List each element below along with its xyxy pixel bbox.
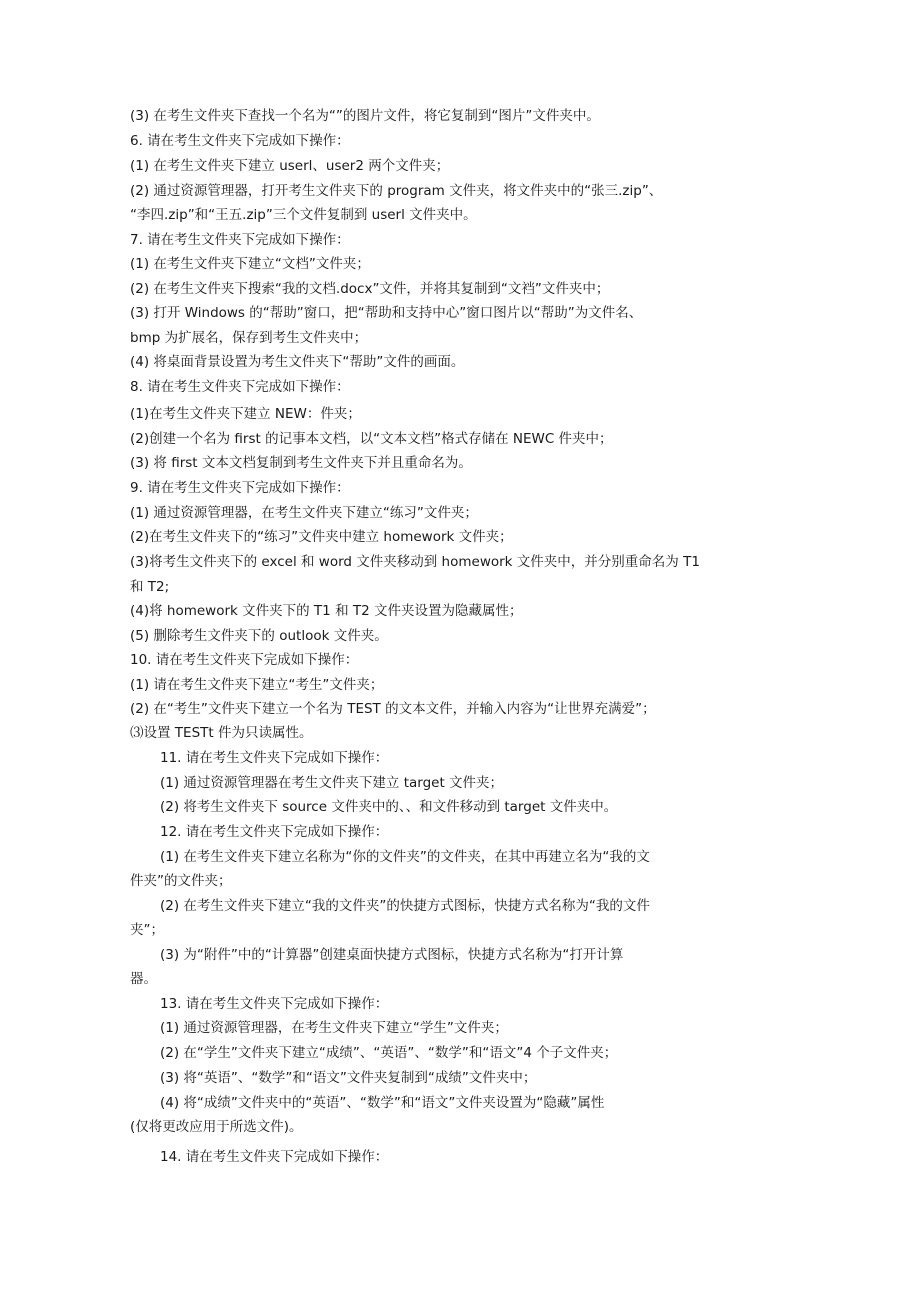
text-line: (1)在考生文件夹下建立 NEW：件夹；: [130, 406, 361, 422]
text-line: (2) 通过资源管理器，打开考生文件夹下的 program 文件夹，将文件夹中的“张三.zip”、: [130, 183, 663, 199]
text-line: 9. 请在考生文件夹下完成如下操作：: [130, 480, 350, 496]
text-line: (4) 将桌面背景设置为考生文件夹下“帮助”文件的画面。: [130, 354, 465, 370]
text-line: 11. 请在考生文件夹下完成如下操作：: [160, 750, 389, 766]
text-line: (1) 在考生文件夹下建立 userl、user2 两个文件夹；: [130, 158, 450, 174]
text-line: 夹”；: [130, 922, 164, 938]
text-line: 件夹”的文件夹；: [130, 873, 232, 889]
text-line: (仅将更改应用于所选文件)。: [130, 1119, 303, 1135]
text-line: (2) 将考生文件夹下 source 文件夹中的、、和文件移动到 target 文件夹中。: [160, 799, 618, 815]
text-line: (2) 在考生文件夹下搜索“我的文档.docx”文件，并将其复制到“文裆”文件夹中；: [130, 281, 610, 297]
text-line: 和 T2;: [130, 579, 170, 595]
text-line: 14. 请在考生文件夹下完成如下操作：: [160, 1149, 389, 1165]
text-line: (3)将考生文件夹下的 excel 和 word 文件夹移动到 homework 文件夹中，并分别重命名为 T1: [130, 554, 700, 570]
text-line: 6. 请在考生文件夹下完成如下操作：: [130, 133, 350, 149]
text-line: (4)将 homework 文件夹下的 T1 和 T2 文件夹设置为隐藏属性；: [130, 603, 523, 619]
text-line: 10. 请在考生文件夹下完成如下操作：: [130, 652, 359, 668]
text-line: 8. 请在考生文件夹下完成如下操作：: [130, 379, 350, 395]
text-line: ⑶设置 TESTt 件为只读属性。: [130, 725, 313, 741]
text-line: 7. 请在考生文件夹下完成如下操作：: [130, 232, 350, 248]
text-line: (1) 在考生文件夹下建立名称为“你的文件夹”的文件夹，在其中再建立名为“我的文: [160, 849, 650, 865]
text-line: (2)创建一个名为 first 的记事本文档，以“文本文档”格式存储在 NEWC 件夹中；: [130, 431, 613, 447]
text-line: (1) 请在考生文件夹下建立“考生”文件夹；: [130, 677, 384, 693]
text-line: (1) 通过资源管理器，在考生文件夹下建立“学生”文件夹；: [160, 1020, 508, 1036]
text-line: (2) 在“考生”文件夹下建立一个名为 TEST 的文本文件，并输入内容为“让世界充满爱”；: [130, 701, 656, 717]
text-line: (2)在考生文件夹下的“练习”文件夹中建立 homework 文件夹；: [130, 529, 513, 545]
text-line: (1) 在考生文件夹下建立“文档”文件夹；: [130, 256, 370, 272]
text-line: (3) 为“附件”中的“计算器”创建桌面快捷方式图标，快捷方式名称为“打开计算: [160, 947, 624, 963]
text-line: (3) 将 first 文本文档复制到考生文件夹下并且重命名为。: [130, 455, 472, 471]
text-line: 12. 请在考生文件夹下完成如下操作：: [160, 824, 389, 840]
text-line: (3) 将“英语”、“数学”和“语文”文件夹复制到“成绩”文件夹中；: [160, 1070, 537, 1086]
text-line: “李四.zip”和“王五.zip”三个文件复制到 userl 文件夹中。: [130, 207, 477, 223]
text-line: (4) 将“成绩”文件夹中的“英语”、“数学”和“语文”文件夹设置为“隐藏”属性: [160, 1095, 605, 1111]
text-line: (1) 通过资源管理器在考生文件夹下建立 target 文件夹；: [160, 775, 504, 791]
text-line: (2) 在“学生”文件夹下建立“成绩”、“英语”、“数学”和“语文”4 个子文件夹；: [160, 1045, 618, 1061]
text-line: bmp 为扩展名，保存到考生文件夹中；: [130, 330, 368, 346]
text-line: (2) 在考生文件夹下建立“我的文件夹”的快捷方式图标，快捷方式名称为“我的文件: [160, 898, 650, 914]
text-line: (1) 通过资源管理器，在考生文件夹下建立“练习”文件夹；: [130, 505, 478, 521]
text-line: (3) 在考生文件夹下查找一个名为“”的图片文件，将它复制到“图片”文件夹中。: [130, 108, 600, 124]
text-line: (5) 删除考生文件夹下的 outlook 文件夹。: [130, 628, 388, 644]
text-line: 13. 请在考生文件夹下完成如下操作：: [160, 996, 389, 1012]
text-line: 器。: [130, 971, 157, 987]
text-line: (3) 打开 Windows 的“帮助”窗口，把“帮助和支持中心”窗口图片以“帮助”为文件名、: [130, 305, 643, 321]
